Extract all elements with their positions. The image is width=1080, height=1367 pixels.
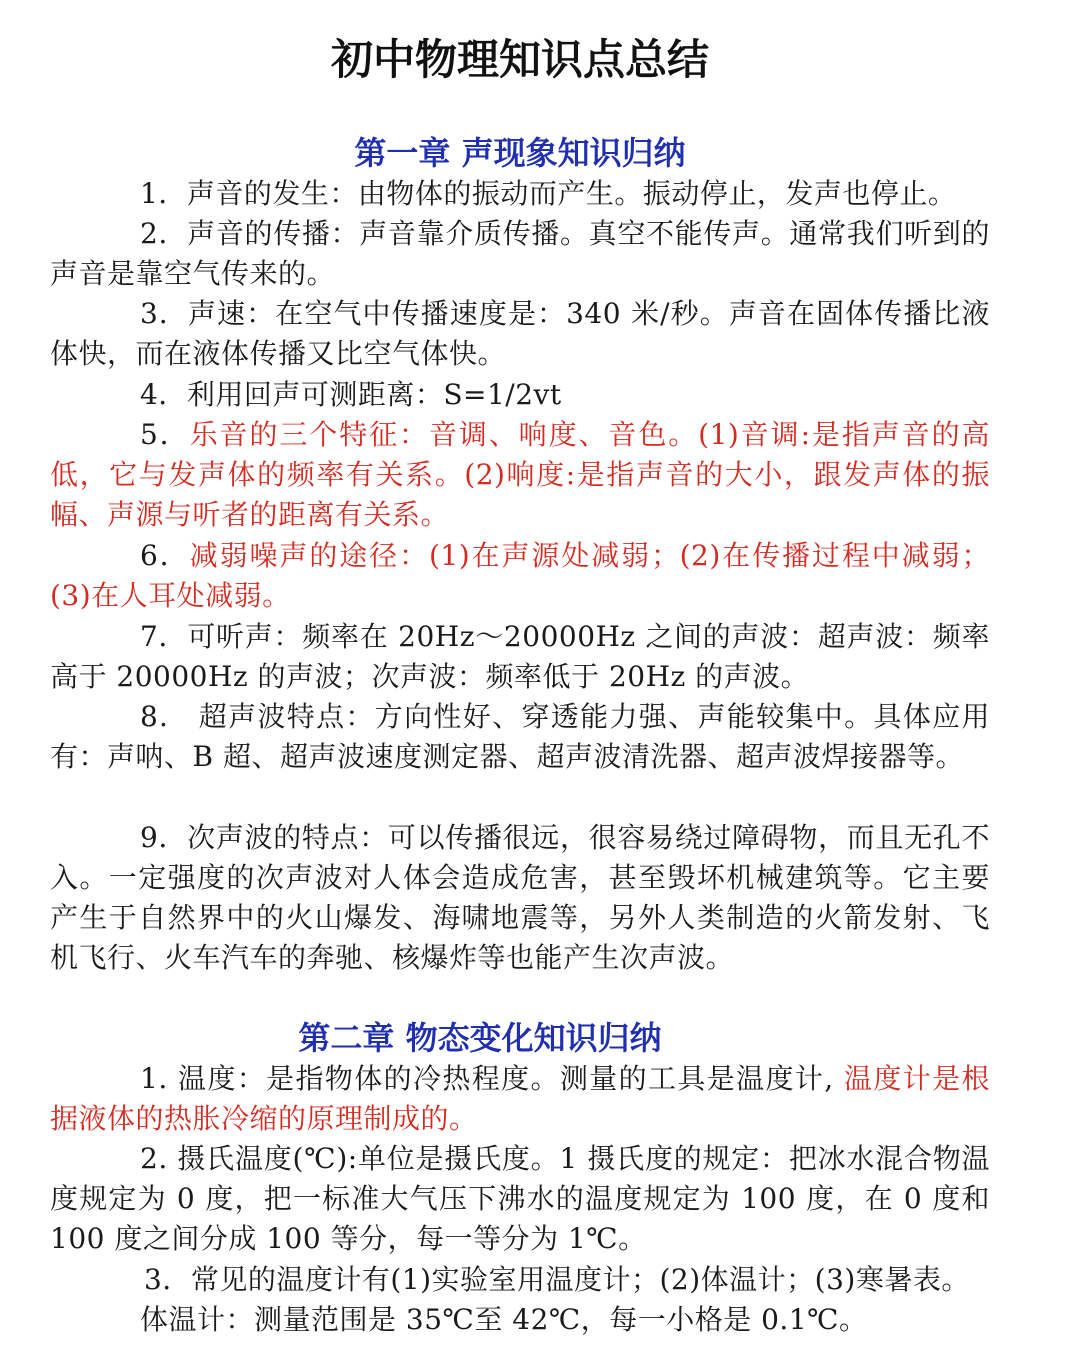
item-text: 利用回声可测距离：S=1/2vt [186,378,562,411]
item-number: 4． [140,378,187,411]
ch1-item-5 [50,415,990,535]
item-number: 6． [140,539,190,572]
item-text: 声音的发生：由物体的振动而产生。振动停止，发声也停止。 [186,177,957,210]
item-number: 2． [140,217,188,250]
chapter-2-heading: 第二章 物态变化知识归纳 [298,1019,662,1057]
item-text-highlighted: 温度计是根据液体的热胀冷缩的原理制成的。 [50,1062,990,1135]
item-text: 次声波的特点：可以传播很远，很容易绕过障碍物，而且无孔不入。一定强度的次声波对人体会造成危害，甚至毁坏机械建筑等。它主要产生于自然界中的火山爆发、海啸地震等，另外人类制造的火箭发射、飞机飞行、火车汽车的奔驰、核爆炸等也能产生次声波。 [50,821,990,974]
item-text: 声音的传播：声音靠介质传播。真空不能传声。通常我们听到的声音是靠空气传来的。 [50,217,990,290]
ch1-item-2 [50,214,990,294]
ch2-item-1 [50,1059,990,1139]
item-number: 8． [140,700,189,733]
ch1-item-4 [50,375,990,415]
item-text-highlighted: 乐音的三个特征：音调、响度、音色。(1)音调:是指声音的高低，它与发声体的频率有关系。(2)响度:是指声音的大小，跟发声体的振幅、声源与听者的距离有关系。 [50,418,990,531]
item-number: 2. [140,1142,178,1175]
ch2-item-2 [50,1139,990,1259]
document-title: 初中物理知识点总结 [330,35,709,84]
ch2-item-3 [50,1260,990,1300]
item-number: 1. [140,1062,178,1095]
item-number: 3． [140,297,188,330]
item-text-highlighted: 减弱噪声的途径：(1)在声源处减弱；(2)在传播过程中减弱；(3)在人耳处减弱。 [50,539,990,612]
ch1-item-1 [50,174,990,214]
item-text: 超声波特点：方向性好、穿透能力强、声能较集中。具体应用有：声呐、B 超、超声波速度测定器、超声波清洗器、超声波焊接器等。 [50,700,990,773]
item-text: 声速：在空气中传播速度是：340 米/秒。声音在固体传播比液体快，而在液体传播又比空气体快。 [50,297,991,370]
item-number: 1． [140,177,187,210]
item-number: 7． [140,620,188,653]
ch1-item-7 [50,617,990,697]
item-number: 9． [140,821,188,854]
item-text: 温度：是指物体的冷热程度。测量的工具是温度计, [178,1062,844,1095]
ch1-item-9 [50,818,990,978]
ch1-item-8 [50,697,990,777]
item-text: 可听声：频率在 20Hz～20000Hz 之间的声波：超声波：频率高于 20000Hz 的声波；次声波：频率低于 20Hz 的声波。 [50,620,990,693]
ch2-item-3-continued [140,1300,990,1340]
item-text: 体温计：测量范围是 35℃至 42℃，每一小格是 0.1℃。 [140,1303,868,1336]
item-text: 常见的温度计有(1)实验室用温度计；(2)体温计；(3)寒暑表。 [190,1263,970,1296]
item-text: 摄氏温度(℃):单位是摄氏度。1 摄氏度的规定：把冰水混合物温度规定为 0 度，把一标准大气压下沸水的温度规定为 100 度，在 0 度和 100 度之间分成 100 等分，每一等分为 1℃。 [50,1142,990,1255]
item-number: 5． [140,418,190,451]
ch1-item-6 [50,536,990,616]
ch1-item-3 [50,294,990,374]
chapter-1-heading: 第一章 声现象知识归纳 [354,134,686,172]
item-number: 3． [144,1263,191,1296]
